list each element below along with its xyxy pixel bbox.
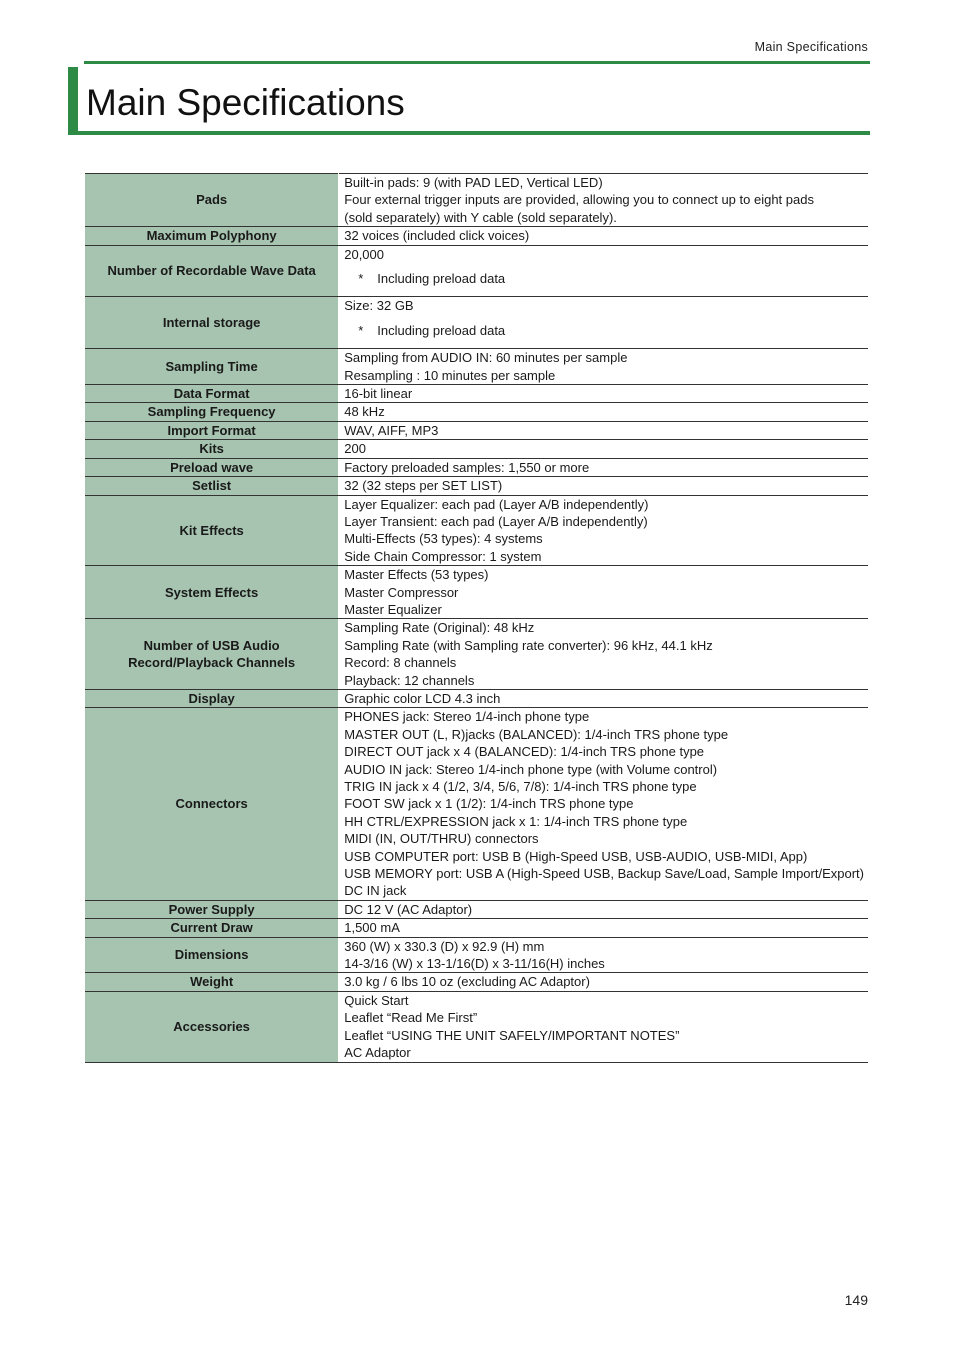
spec-value-line: Leaflet “Read Me First” <box>344 1010 478 1026</box>
header-rule <box>84 61 870 64</box>
note-asterisk: * <box>358 322 364 338</box>
spec-label: Data Format <box>85 385 339 403</box>
spec-value-line: HH CTRL/EXPRESSION jack x 1: 1/4-inch TRS phone type <box>344 813 688 829</box>
spec-value <box>339 421 868 439</box>
spec-value-line: (sold separately) with Y cable (sold separately). <box>344 209 617 225</box>
spec-row <box>85 973 868 991</box>
spec-row <box>85 566 868 619</box>
spec-label: Connectors <box>85 708 339 900</box>
spec-row <box>85 245 868 297</box>
spec-value <box>339 174 868 227</box>
spec-row <box>85 619 868 690</box>
spec-value-line: 16-bit linear <box>344 386 413 402</box>
spec-value-line: Layer Equalizer: each pad (Layer A/B independently) <box>344 496 649 512</box>
spec-label: Setlist <box>85 477 339 495</box>
spec-value <box>339 403 868 421</box>
title-accent-bar <box>68 67 78 134</box>
spec-value <box>339 349 868 385</box>
spec-note <box>344 322 864 339</box>
spec-value-line: Size: 32 GB <box>344 298 414 314</box>
spec-value-line: 14-3/16 (W) x 13-1/16(D) x 3-11/16(H) inches <box>344 956 605 972</box>
spec-value <box>339 973 868 991</box>
spec-value-line: Layer Transient: each pad (Layer A/B independently) <box>344 513 648 529</box>
spec-label: Number of Recordable Wave Data <box>85 245 339 297</box>
spec-row <box>85 403 868 421</box>
spec-row <box>85 174 868 227</box>
spec-value <box>339 458 868 476</box>
spec-value-line: 360 (W) x 330.3 (D) x 92.9 (H) mm <box>344 938 545 954</box>
spec-value-line: Playback: 12 channels <box>344 672 475 688</box>
spec-value-line: 32 voices (included click voices) <box>344 228 530 244</box>
spec-row <box>85 495 868 566</box>
spec-table-body <box>85 174 868 1063</box>
spec-note <box>344 270 864 287</box>
note-text: Including preload data <box>377 271 506 287</box>
spec-row <box>85 708 868 900</box>
spec-value-line: Record: 8 channels <box>344 655 457 671</box>
spec-label: Import Format <box>85 421 339 439</box>
spec-label-line: Record/Playback Channels <box>128 655 296 671</box>
spec-value <box>339 619 868 690</box>
spec-row <box>85 991 868 1062</box>
spec-row <box>85 458 868 476</box>
note-asterisk: * <box>358 271 364 287</box>
spec-value-line: 20,000 <box>344 246 384 262</box>
spec-row <box>85 900 868 918</box>
spec-value-line: Multi-Effects (53 types): 4 systems <box>344 531 543 547</box>
spec-value-line: MASTER OUT (L, R)jacks (BALANCED): 1/4-inch TRS phone type <box>344 726 729 742</box>
spec-value <box>339 440 868 458</box>
spec-row <box>85 937 868 973</box>
spec-value-line: Resampling : 10 minutes per sample <box>344 367 556 383</box>
spec-row <box>85 385 868 403</box>
spec-value-line: Leaflet “USING THE UNIT SAFELY/IMPORTANT NOTES” <box>344 1027 680 1043</box>
spec-value <box>339 689 868 707</box>
running-header: Main Specifications <box>754 40 868 54</box>
spec-label <box>85 619 339 690</box>
spec-value-line: Master Compressor <box>344 584 459 600</box>
spec-value-line: DC IN jack <box>344 883 407 899</box>
spec-value <box>339 477 868 495</box>
spec-value-line: 200 <box>344 441 366 457</box>
spec-value-line: 32 (32 steps per SET LIST) <box>344 478 503 494</box>
spec-value-line: 3.0 kg / 6 lbs 10 oz (excluding AC Adaptor) <box>344 974 590 990</box>
spec-value <box>339 385 868 403</box>
spec-value-line: TRIG IN jack x 4 (1/2, 3/4, 5/6, 7/8): 1/4-inch TRS phone type <box>344 779 697 794</box>
note-text: Including preload data <box>377 322 506 338</box>
spec-row <box>85 919 868 937</box>
spec-table <box>85 173 868 1063</box>
spec-label: Accessories <box>85 991 339 1062</box>
spec-value-line: Four external trigger inputs are provided, allowing you to connect up to eight pads <box>344 192 814 208</box>
spec-value <box>339 937 868 973</box>
spec-row <box>85 297 868 349</box>
spec-value-line: Side Chain Compressor: 1 system <box>344 548 542 564</box>
spec-value <box>339 495 868 566</box>
spec-value-line: Sampling from AUDIO IN: 60 minutes per sample <box>344 350 628 366</box>
spec-label: Display <box>85 689 339 707</box>
spec-value-line: DIRECT OUT jack x 4 (BALANCED): 1/4-inch TRS phone type <box>344 744 705 760</box>
spec-label: Preload wave <box>85 458 339 476</box>
spec-value <box>339 245 868 297</box>
spec-value <box>339 900 868 918</box>
spec-value-line: AUDIO IN jack: Stereo 1/4-inch phone type (with Volume control) <box>344 761 718 777</box>
spec-label: Current Draw <box>85 919 339 937</box>
spec-row <box>85 227 868 245</box>
spec-label: Power Supply <box>85 900 339 918</box>
spec-value <box>339 991 868 1062</box>
spec-label: Weight <box>85 973 339 991</box>
spec-value-line: WAV, AIFF, MP3 <box>344 422 439 438</box>
spec-value-line: USB MEMORY port: USB A (High-Speed USB, Backup Save/Load, Sample Import/Export) <box>344 866 864 882</box>
spec-label: Dimensions <box>85 937 339 973</box>
spec-value-line: 1,500 mA <box>344 920 400 936</box>
spec-value <box>339 297 868 349</box>
spec-label: Sampling Frequency <box>85 403 339 421</box>
spec-label: Maximum Polyphony <box>85 227 339 245</box>
page-number: 149 <box>844 1292 868 1308</box>
spec-value-line: Factory preloaded samples: 1,550 or more <box>344 459 590 475</box>
spec-label-line: Number of USB Audio <box>143 637 280 653</box>
spec-label: Kit Effects <box>85 495 339 566</box>
spec-label: Internal storage <box>85 297 339 349</box>
spec-value <box>339 708 868 900</box>
spec-row <box>85 349 868 385</box>
page-title: Main Specifications <box>86 82 405 123</box>
spec-row <box>85 440 868 458</box>
spec-value-line: MIDI (IN, OUT/THRU) connectors <box>344 831 539 847</box>
spec-value-line: AC Adaptor <box>344 1045 411 1061</box>
spec-value-line: Graphic color LCD 4.3 inch <box>344 690 501 706</box>
spec-value-line: Master Equalizer <box>344 601 442 617</box>
spec-label: Sampling Time <box>85 349 339 385</box>
spec-value-line: 48 kHz <box>344 404 385 420</box>
spec-value-line: DC 12 V (AC Adaptor) <box>344 901 473 917</box>
spec-value <box>339 566 868 619</box>
spec-value-line: PHONES jack: Stereo 1/4-inch phone type <box>344 709 590 725</box>
spec-label: Pads <box>85 174 339 227</box>
spec-value-line: Built-in pads: 9 (with PAD LED, Vertical LED) <box>344 175 603 190</box>
spec-label: System Effects <box>85 566 339 619</box>
spec-value-line: Sampling Rate (with Sampling rate converter): 96 kHz, 44.1 kHz <box>344 637 713 653</box>
title-rule <box>68 131 870 135</box>
spec-value-line: USB COMPUTER port: USB B (High-Speed USB, USB-AUDIO, USB-MIDI, App) <box>344 848 808 864</box>
spec-label: Kits <box>85 440 339 458</box>
spec-value <box>339 919 868 937</box>
spec-row <box>85 421 868 439</box>
spec-value-line: Quick Start <box>344 992 409 1008</box>
spec-row <box>85 477 868 495</box>
spec-row <box>85 689 868 707</box>
spec-value-line: FOOT SW jack x 1 (1/2): 1/4-inch TRS phone type <box>344 796 634 812</box>
spec-value <box>339 227 868 245</box>
spec-value-line: Sampling Rate (Original): 48 kHz <box>344 620 535 636</box>
spec-value-line: Master Effects (53 types) <box>344 567 489 583</box>
